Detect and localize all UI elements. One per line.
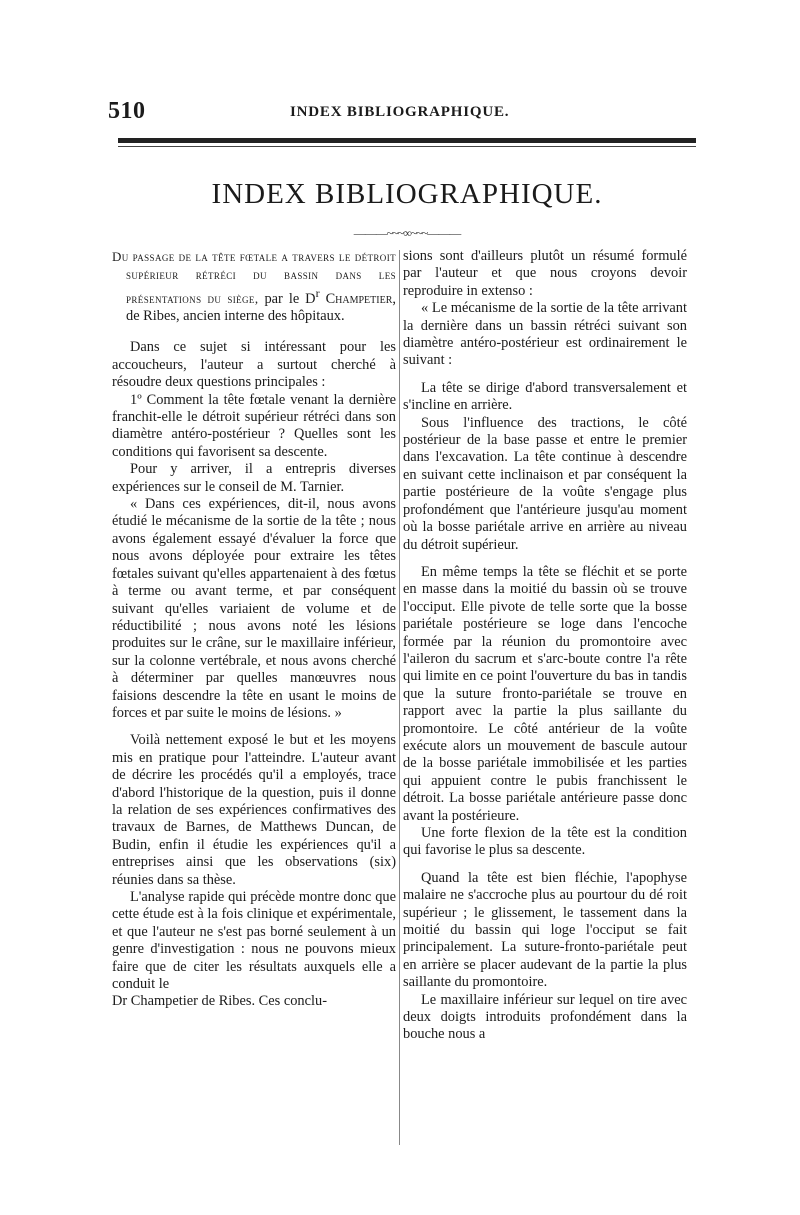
paragraph: « Le mécanisme de la sortie de la tête arrivant la dernière dans un bassin rétréci suivant son diamètre antéro-postérieur est ordinairement le suivant : [403,300,687,369]
entry-author-prefix: par le D [264,290,316,307]
entry-heading-rest: , de Ribes, ancien interne des hôpitaux. [126,290,396,325]
entry-heading-caps: Du passage de la tête fœtale a travers le détroit supérieur rétréci du bassin dans les présentations du siège, [112,249,396,306]
paragraph: sions sont d'ailleurs plutôt un résumé formulé par l'auteur et que nous croyons devoir reproduire in extenso : [403,248,687,299]
paragraph: Dr Champetier de Ribes. Ces conclu- [112,993,328,1010]
paragraph: 1º Comment la tête fœtale venant la dernière franchit-elle le détroit supérieur rétréci dans son diamètre antéro-postérieur ? Quelles sont les conditions qui favorisent sa descente. [112,391,396,460]
paragraph: Pour y arriver, il a entrepris diverses expériences sur le conseil de M. Tarnier. [112,461,396,495]
paragraph: En même temps la tête se fléchit et se porte en masse dans la moitié du bassin où se trouve l'occiput. Elle pivote de telle sorte que la bosse pariétale postérieure se loge dans l'encoche formée par la réunion du promontoire avec l'aileron du sacrum et s'arc-boute contre l'a rête qui limite en ce point l'ouverture du bas in tandis que la suture fronto-pariétale se trouve en rapport avec la partie la plus saillante du promontoire. Le côté antérieur de la voûte exécute alors un mouvement de bascule autour de la bosse pariétale immobilisée et les parties qui appuient contre le pubis franchissent le détroit. La bosse pariétale antérieure passe donc avant la postérieure. [403,563,687,824]
entry-author-name: Champetier [325,290,393,307]
running-header: INDEX BIBLIOGRAPHIQUE. [290,104,510,120]
left-column [112,248,396,1011]
right-column [403,248,687,1044]
paragraph: Dans ce sujet si intéressant pour les accoucheurs, l'auteur a surtout cherché à résoudre deux questions principales : [112,339,396,391]
header-rule-thin [118,146,696,147]
paragraph: Voilà nettement exposé le but et les moyens mis en pratique pour l'atteindre. L'auteur avant de décrire les procédés qu'il a employés, trace d'abord l'historique de la question, puis il donne la relation de ses expériences confirmatives des travaux de Barnes, de Matthews Duncan, de Budin, enfin il étudie les expériences qu'il a entreprises ainsi que les observations (six) réunies dans sa thèse. [112,732,396,888]
paragraph: Quand la tête est bien fléchie, l'apophyse malaire ne s'accroche plus au pourtour du dé roit supérieur ; le glissement, le tassement dans la moitié du bassin qui loge l'occiput se fait principalement. La suture-fronto-pariétale peut en arrière se placer audevant de la partie la plus saillante du promontoire. [403,869,687,991]
paragraph: La tête se dirige d'abord transversalement et s'incline en arrière. [403,379,687,414]
paragraph: « Dans ces expériences, dit-il, nous avons étudié le mécanisme de la sortie de la tête ; nous avons également essayé d'évaluer la force que nous avons déployée pour extraire les têtes fœtales suivant qu'elles appartenaient à des fœtus à terme ou avant terme, et par conséquent suivant qu'elles variaient de volume et de réductibilité ; nous avons noté les lésions produites sur le crâne, sur le maxillaire inférieur, sur la colonne vertébrale, et nous avons cherché à déterminer par quelles manœuvres nous faisions descendre la tête en usant le moins de forces et par suite le moins de lésions. » [112,496,396,721]
column-divider [399,250,400,1145]
paragraph: Le maxillaire inférieur sur lequel on tire avec deux doigts introduits profondément dans la bouche nous a [403,991,687,1043]
entry-heading [112,248,396,325]
header-rule [118,138,696,143]
ornament-divider: ———~~~∞~~~——— [353,226,461,240]
page-number: 510 [108,98,146,124]
entry-author-sup: r [315,285,320,300]
paragraph: L'analyse rapide qui précède montre donc que cette étude est à la fois clinique et expérimentale, et que l'auteur ne s'est pas borné seulement à un genre d'investigation : nous ne pouvons mieux faire que de citer les résultats auxquels elle a conduit le [112,889,396,993]
paragraph: Sous l'influence des tractions, le côté postérieur de la base passe et entre le premier dans l'excavation. La tête continue à descendre en suivant cette inclinaison et par conséquent la partie postérieure de la voûte s'engage plus profondément que l'antérieure jusqu'au moment où la bosse pariétale arrive en arrière au niveau du détroit supérieur. [403,414,687,553]
section-title: INDEX BIBLIOGRAPHIQUE. [211,178,603,210]
paragraph: Une forte flexion de la tête est la condition qui favorise le plus sa descente. [403,825,687,859]
